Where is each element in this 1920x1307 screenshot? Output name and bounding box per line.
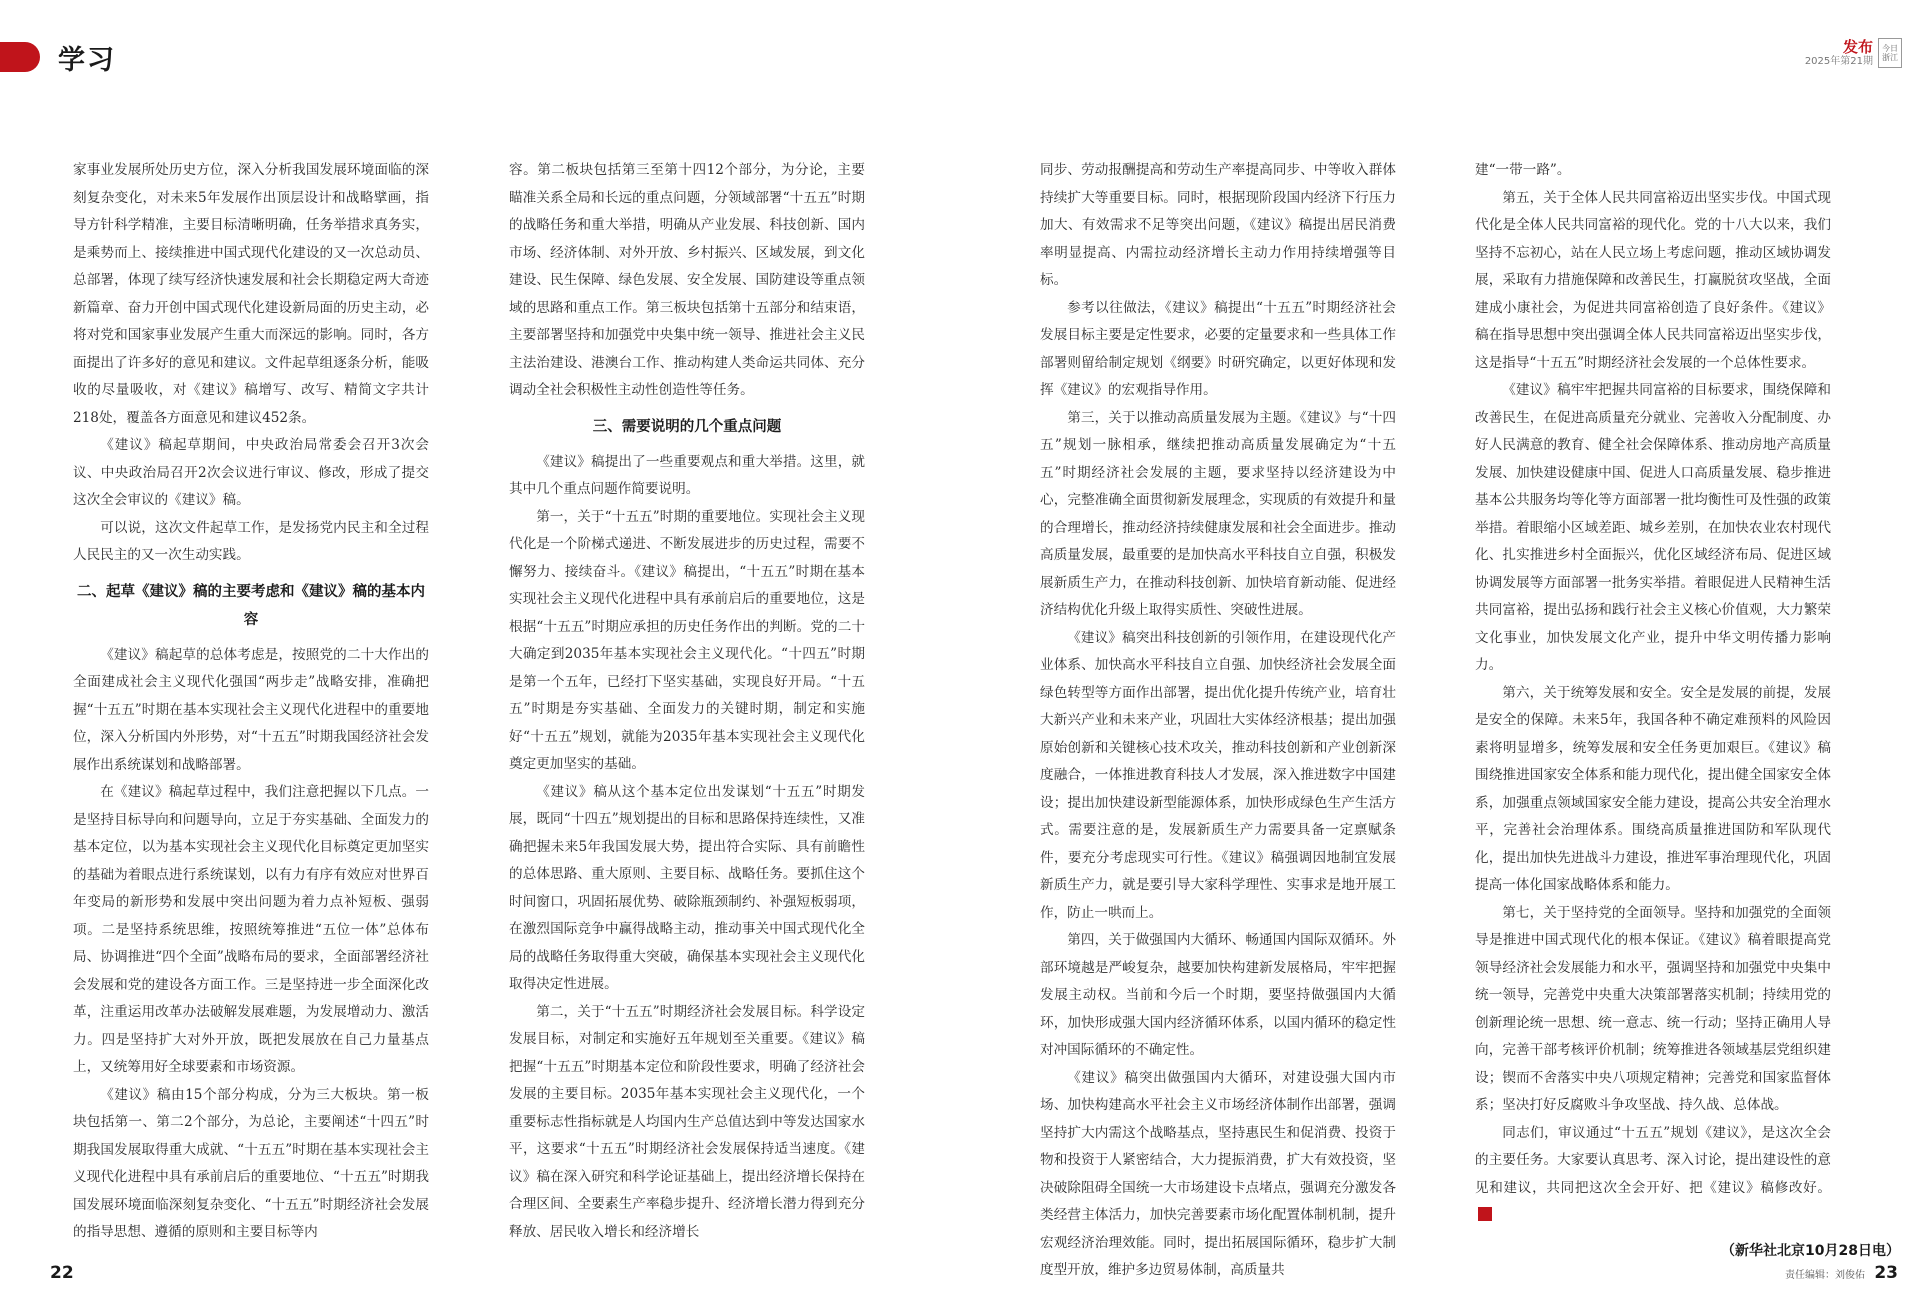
dateline: （新华社北京10月28日电） — [1721, 1243, 1900, 1259]
paragraph — [509, 157, 865, 405]
paragraph-text: 《建议》稿突出做强国内大循环，对建设强大国内市场、加快构建高水平社会主义市场经济体制作出部署，强调坚持扩大内需这个战略基点，坚持惠民生和促消费、投资于物和投资于人紧密结合，大力提振消费，扩大有效投资，坚决破除阻碍全国统一大市场建设卡点堵点，强调充分激发各类经营主体活力，加快完善要素市场化配置体制机制，提升宏观经济治理效能。同时，提出拓展国际循环，稳步扩大制度型开放，维护多边贸易体制，高质量共 — [1040, 1069, 1396, 1278]
paragraph-text: 第一，关于“十五五”时期的重要地位。实现社会主义现代化是一个阶梯式递进、不断发展进步的历史过程，需要不懈努力、接续奋斗。《建议》稿提出，“十五五”时期在基本实现社会主义现代化进程中具有承前启后的重要地位，这是根据“十五五”时期应承担的历史任务作出的判断。党的二十大确定到2035年基本实现社会主义现代化。“十四五”时期是第一个五年，已经打下坚实基础，实现良好开局。“十五五”时期是夯实基础、全面发力的关键时期，制定和实施好“十五五”规划，就能为2035年基本实现社会主义现代化奠定更加坚实的基础。 — [509, 508, 865, 772]
article-column-4 — [1475, 157, 1831, 1295]
paragraph-text: 第二，关于“十五五”时期经济社会发展目标。科学设定发展目标，对制定和实施好五年规划至关重要。《建议》稿把握“十五五”时期基本定位和阶段性要求，明确了经济社会发展的主要目标。2035年基本实现社会主义现代化，一个重要标志性指标就是人均国内生产总值达到中等发达国家水平，这要求“十五五”时期经济社会发展保持适当速度。《建议》稿在深入研究和科学论证基础上，提出经济增长保持在合理区间、全要素生产率稳步提升、经济增长潜力得到充分释放、居民收入增长和经济增长 — [509, 1003, 865, 1240]
paragraph — [1040, 1065, 1396, 1285]
paragraph — [1040, 927, 1396, 1065]
paragraph-text: 第五，关于全体人民共同富裕迈出坚实步伐。中国式现代化是全体人民共同富裕的现代化。党的十八大以来，我们坚持不忘初心，站在人民立场上考虑问题，推动区域协调发展，采取有力措施保障和改善民生，打赢脱贫攻坚战，全面建成小康社会，为促进共同富裕创造了良好条件。《建议》稿在指导思想中突出强调全体人民共同富裕迈出坚实步伐，这是指导“十五五”时期经济社会发展的一个总体性要求。 — [1475, 189, 1831, 371]
paragraph-text: 《建议》稿由15个部分构成，分为三大板块。第一板块包括第一、第二2个部分，为总论，主要阐述“十四五”时期我国发展取得重大成就、“十五五”时期在基本实现社会主义现代化进程中具有承前启后的重要地位、“十五五”时期我国发展环境面临深刻复杂变化、“十五五”时期经济社会发展的指导思想、遵循的原则和主要目标等内 — [73, 1086, 429, 1240]
paragraph-text: 《建议》稿起草期间，中央政治局常委会召开3次会议、中央政治局召开2次会议进行审议、修改，形成了提交这次全会审议的《建议》稿。 — [73, 437, 429, 508]
responsible-editor: 责任编辑：刘俊佑 — [1785, 1270, 1865, 1281]
paragraph-text: 在《建议》稿起草过程中，我们注意把握以下几点。一是坚持目标导向和问题导向，立足于夯实基础、全面发力的基本定位，以为基本实现社会主义现代化目标奠定更加坚实的基础为着眼点进行系统谋划，以有力有序有效应对世界百年变局的新形势和发展中突出问题为着力点补短板、强弱项。二是坚持系统思维，按照统筹推进“五位一体”总体布局、协调推进“四个全面”战略布局的要求，全面部署经济社会发展和党的建设各方面工作。三是坚持进一步全面深化改革，注重运用改革办法破解发展难题，为发展增动力、激活力。四是坚持扩大对外开放，既把发展放在自己力量基点上，又统筹用好全球要素和市场资源。 — [73, 784, 429, 1075]
section-heading — [509, 413, 865, 441]
section-tab-marker — [0, 42, 40, 72]
paragraph-text: 《建议》稿突出科技创新的引领作用，在建设现代化产业体系、加快高水平科技自立自强、加快经济社会发展全面绿色转型等方面作出部署，提出优化提升传统产业，培育壮大新兴产业和未来产业，巩固壮大实体经济根基；提出加强原始创新和关键核心技术攻关，推动科技创新和产业创新深度融合，一体推进教育科技人才发展，深入推进数字中国建设；提出加快建设新型能源体系，加快形成绿色生产生活方式。需要注意的是，发展新质生产力需要具备一定禀赋条件，要充分考虑现实可行性。《建议》稿强调因地制宜发展新质生产力，就是要引导大家科学理性、实事求是地开展工作，防止一哄而上。 — [1040, 629, 1396, 921]
publication-logo — [1878, 38, 1902, 68]
paragraph — [1475, 185, 1831, 378]
paragraph-text: 参考以往做法，《建议》稿提出“十五五”时期经济社会发展目标主要是定性要求，必要的定量要求和一些具体工作部署则留给制定规划《纲要》时研究确定，以更好体现和发挥《建议》的宏观指导作用。 — [1040, 299, 1396, 398]
paragraph — [509, 779, 865, 999]
section-title: 学习 — [58, 45, 116, 76]
paragraph — [73, 515, 429, 570]
issue-number: 2025年第21期 — [1804, 56, 1873, 67]
masthead — [1805, 38, 1902, 68]
paragraph — [73, 432, 429, 515]
paragraph-text: 可以说，这次文件起草工作，是发扬党内民主和全过程人民民主的又一次生动实践。 — [73, 519, 429, 563]
paragraph-text: 建“一带一路”。 — [1475, 162, 1571, 178]
publication-name: 发布 — [1842, 38, 1873, 56]
paragraph — [1040, 157, 1396, 295]
section-heading — [73, 578, 429, 634]
paragraph — [1040, 625, 1396, 928]
paragraph — [509, 999, 865, 1247]
article-column-1 — [73, 157, 429, 1295]
paragraph — [1040, 405, 1396, 625]
paragraph — [73, 1082, 429, 1247]
article-end-mark — [1478, 1207, 1492, 1221]
paragraph-text: 《建议》稿提出了一些重要观点和重大举措。这里，就其中几个重点问题作简要说明。 — [509, 453, 865, 497]
paragraph-text: 家事业发展所处历史方位，深入分析我国发展环境面临的深刻复杂变化，对未来5年发展作出顶层设计和战略擘画，指导方针科学精准，主要目标清晰明确，任务举措求真务实，是乘势而上、接续推进中国式现代化建设的又一次总动员、总部署，体现了续写经济快速发展和社会长期稳定两大奇迹新篇章、奋力开创中国式现代化建设新局面的历史主动，必将对党和国家事业发展产生重大而深远的影响。同时，各方面提出了许多好的意见和建议。文件起草组逐条分析，能吸收的尽量吸收，对《建议》稿增写、改写、精简文字共计218处，覆盖各方面意见和建议452条。 — [73, 162, 429, 426]
page-number-right: 23 — [1874, 1263, 1898, 1283]
paragraph-text: 《建议》稿从这个基本定位出发谋划“十五五”时期发展，既同“十四五”规划提出的目标和思路保持连续性，又准确把握未来5年我国发展大势，提出符合实际、具有前瞻性的总体思路、重大原则、主要目标、战略任务。要抓住这个时间窗口，巩固拓展优势、破除瓶颈制约、补强短板弱项，在激烈国际竞争中赢得战略主动，推动事关中国式现代化全局的战略任务取得重大突破，确保基本实现社会主义现代化取得决定性进展。 — [509, 783, 865, 992]
heading-text: 三、需要说明的几个重点问题 — [592, 418, 782, 435]
paragraph-text: 《建议》稿牢牢把握共同富裕的目标要求，围绕保障和改善民生，在促进高质量充分就业、完善收入分配制度、办好人民满意的教育、健全社会保障体系、推动房地产高质量发展、加快建设健康中国、促进人口高质量发展、稳步推进基本公共服务均等化等方面部署一批均衡性可及性强的政策举措。着眼缩小区域差距、城乡差别，在加快农业农村现代化、扎实推进乡村全面振兴，优化区域经济布局、促进区域协调发展等方面部署一批务实举措。着眼促进人民精神生活共同富裕，提出弘扬和践行社会主义核心价值观，大力繁荣文化事业，加快发展文化产业，提升中华文明传播力影响力。 — [1475, 382, 1831, 673]
paragraph-text: 第七，关于坚持党的全面领导。坚持和加强党的全面领导是推进中国式现代化的根本保证。《建议》稿着眼提高党领导经济社会发展能力和水平，强调坚持和加强党中央集中统一领导，完善党中央重大决策部署落实机制；持续用党的创新理论统一思想、统一意志、统一行动；坚持正确用人导向，完善干部考核评价机制；统筹推进各领域基层党组织建设；锲而不舍落实中央八项规定精神；完善党和国家监督体系；坚决打好反腐败斗争攻坚战、持久战、总体战。 — [1475, 904, 1831, 1113]
paragraph — [73, 642, 429, 780]
paragraph-text: 同志们，审议通过“十五五”规划《建议》，是这次全会的主要任务。大家要认真思考、深入讨论，提出建设性的意见和建议，共同把这次全会开好、把《建议》稿修改好。 — [1475, 1124, 1831, 1196]
paragraph — [73, 157, 429, 432]
paragraph — [509, 449, 865, 504]
paragraph — [1475, 680, 1831, 900]
logo-line-1: 今日 — [1882, 44, 1898, 53]
article-column-2 — [509, 157, 865, 1295]
logo-line-2: 浙江 — [1882, 53, 1898, 62]
paragraph-text: 第三，关于以推动高质量发展为主题。《建议》与“十四五”规划一脉相承，继续把推动高质量发展确定为“十五五”时期经济社会发展的主题，要求坚持以经济建设为中心，完整准确全面贯彻新发展理念，实现质的有效提升和量的合理增长，推动经济持续健康发展和社会全面进步。推动高质量发展，最重要的是加快高水平科技自立自强，积极发展新质生产力，在推动科技创新、加快培育新动能、促进经济结构优化升级上取得实质性、突破性进展。 — [1040, 409, 1396, 618]
heading-text: 二、起草《建议》稿的主要考虑和《建议》稿的基本内容 — [77, 583, 425, 628]
paragraph-text: 第四，关于做强国内大循环、畅通国内国际双循环。外部环境越是严峻复杂，越要加快构建新发展格局，牢牢把握发展主动权。当前和今后一个时期，要坚持做强国内大循环，加快形成强大国内经济循环体系，以国内循环的稳定性对冲国际循环的不确定性。 — [1040, 932, 1396, 1058]
masthead-text — [1805, 38, 1873, 68]
paragraph-text: 《建议》稿起草的总体考虑是，按照党的二十大作出的全面建成社会主义现代化强国“两步走”战略安排，准确把握“十五五”时期在基本实现社会主义现代化进程中的重要地位，深入分析国内外形势，对“十五五”时期我国经济社会发展作出系统谋划和战略部署。 — [73, 646, 429, 773]
article-column-3 — [1040, 157, 1396, 1295]
paragraph-text: 同步、劳动报酬提高和劳动生产率提高同步、中等收入群体持续扩大等重要目标。同时，根据现阶段国内经济下行压力加大、有效需求不足等突出问题，《建议》稿提出居民消费率明显提高、内需拉动经济增长主动力作用持续增强等目标。 — [1040, 162, 1396, 288]
page-number-left: 22 — [50, 1263, 74, 1283]
paragraph — [73, 779, 429, 1082]
paragraph-text: 第六，关于统筹发展和安全。安全是发展的前提，发展是安全的保障。未来5年，我国各种不确定难预料的风险因素将明显增多，统筹发展和安全任务更加艰巨。《建议》稿围绕推进国家安全体系和能力现代化，提出健全国家安全体系，加强重点领域国家安全能力建设，提高公共安全治理水平，完善社会治理体系。围绕高质量推进国防和军队现代化，提出加快先进战斗力建设，推进军事治理现代化，巩固提高一体化国家战略体系和能力。 — [1475, 684, 1831, 893]
paragraph — [509, 504, 865, 779]
paragraph — [1475, 1120, 1831, 1230]
paragraph-text: 容。第二板块包括第三至第十四12个部分，为分论，主要瞄准关系全局和长远的重点问题，分领域部署“十五五”时期的战略任务和重大举措，明确从产业发展、科技创新、国内市场、经济体制、对外开放、乡村振兴、区域发展，到文化建设、民生保障、绿色发展、安全发展、国防建设等重点领域的思路和重点工作。第三板块包括第十五部分和结束语，主要部署坚持和加强党中央集中统一领导、推进社会主义民主法治建设、港澳台工作、推动构建人类命运共同体、充分调动全社会积极性主动性创造性等任务。 — [509, 162, 865, 398]
paragraph — [1475, 900, 1831, 1120]
paragraph — [1475, 377, 1831, 680]
paragraph — [1040, 295, 1396, 405]
paragraph — [1475, 157, 1831, 185]
